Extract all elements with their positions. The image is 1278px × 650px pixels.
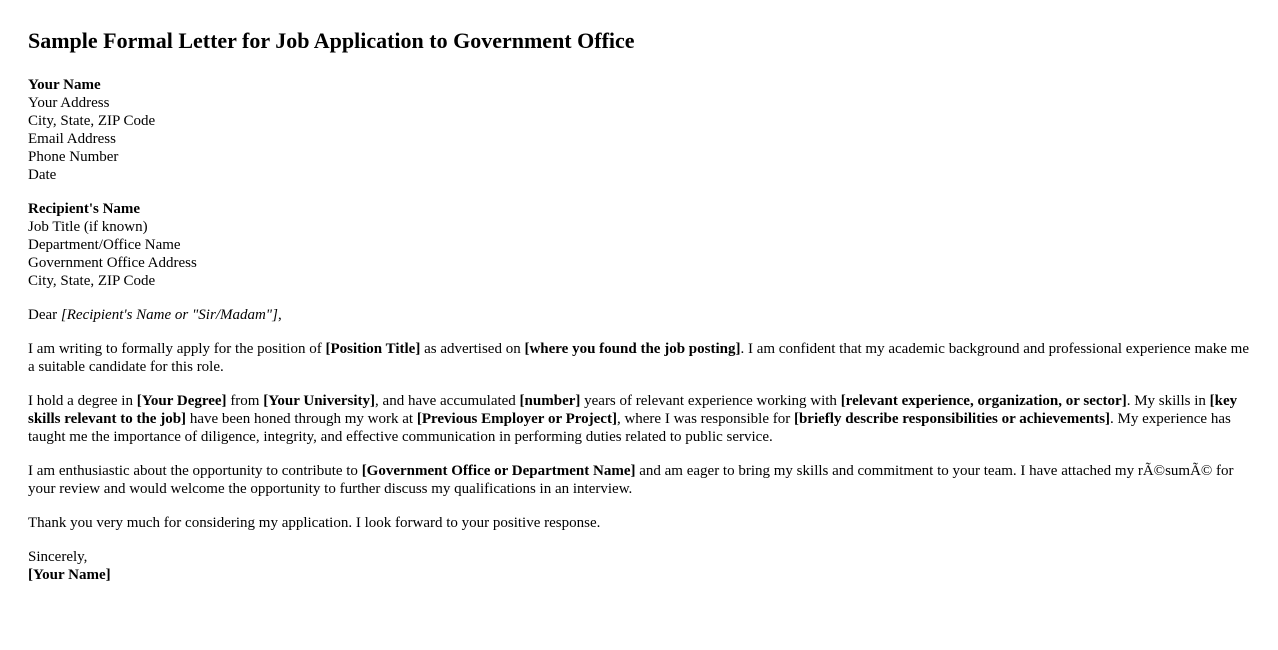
p2-text: from: [226, 393, 264, 409]
p2-experience-sector: [relevant experience, organization, or sector]: [840, 393, 1127, 409]
p2-university: [Your University]: [263, 393, 376, 409]
salutation-suffix: ,: [277, 307, 282, 323]
paragraph-intro: [28, 340, 1250, 376]
p1-position-title: [Position Title]: [325, 341, 421, 357]
recipient-job-title: Job Title (if known): [28, 219, 148, 235]
salutation-placeholder: [Recipient's Name or "Sir/Madam"]: [60, 307, 278, 323]
p2-years: [number]: [519, 393, 581, 409]
valediction: Sincerely,: [28, 549, 88, 565]
paragraph-qualifications: [28, 392, 1250, 446]
p1-job-posting-source: [where you found the job posting]: [524, 341, 741, 357]
closing-block: [28, 548, 1250, 584]
sender-city-state-zip: City, State, ZIP Code: [28, 113, 156, 129]
salutation: [28, 306, 1250, 324]
p3-department-name: [Government Office or Department Name]: [361, 463, 636, 479]
recipient-block: [28, 200, 1250, 290]
p2-degree: [Your Degree]: [136, 393, 227, 409]
p2-text: . My experience has taught me the importance of diligence, integrity, and effective communication in performing duties related to public service.: [28, 411, 1231, 445]
p3-text: I am enthusiastic about the opportunity to contribute to: [28, 463, 362, 479]
signature-name: [Your Name]: [28, 567, 111, 583]
recipient-city-state-zip: City, State, ZIP Code: [28, 273, 156, 289]
p2-responsibilities: [briefly describe responsibilities or achievements]: [793, 411, 1111, 427]
sender-email: Email Address: [28, 131, 116, 147]
p2-text: have been honed through my work at: [186, 411, 417, 427]
p2-text: years of relevant experience working with: [580, 393, 841, 409]
p2-text: , where I was responsible for: [616, 411, 794, 427]
p2-text: . My skills in: [1126, 393, 1210, 409]
recipient-office-address: Government Office Address: [28, 255, 197, 271]
sender-name: Your Name: [28, 77, 101, 93]
sender-address: Your Address: [28, 95, 110, 111]
page-title: Sample Formal Letter for Job Application to Government Office: [28, 28, 635, 53]
sender-block: [28, 76, 1250, 184]
paragraph-enthusiasm: [28, 462, 1250, 498]
paragraph-thanks: Thank you very much for considering my application. I look forward to your positive response.: [28, 515, 601, 531]
p2-previous-employer: [Previous Employer or Project]: [416, 411, 617, 427]
recipient-name: Recipient's Name: [28, 201, 141, 217]
recipient-department: Department/Office Name: [28, 237, 181, 253]
p3-text: and am eager to bring my skills and commitment to your team. I have attached my rÃ©sumÃ© for your review and would welcome the opportunity to further discuss my qualifications in an interview.: [28, 463, 1234, 497]
sender-phone: Phone Number: [28, 149, 119, 165]
p2-text: I hold a degree in: [28, 393, 137, 409]
sender-date: Date: [28, 167, 57, 183]
p1-text: as advertised on: [420, 341, 525, 357]
salutation-prefix: Dear: [28, 307, 61, 323]
p2-key-skills: [key skills relevant to the job]: [28, 393, 1238, 427]
p1-text: I am writing to formally apply for the position of: [28, 341, 326, 357]
p2-text: , and have accumulated: [375, 393, 520, 409]
p1-text: . I am confident that my academic background and professional experience make me a suitable candidate for this role.: [28, 341, 1250, 375]
